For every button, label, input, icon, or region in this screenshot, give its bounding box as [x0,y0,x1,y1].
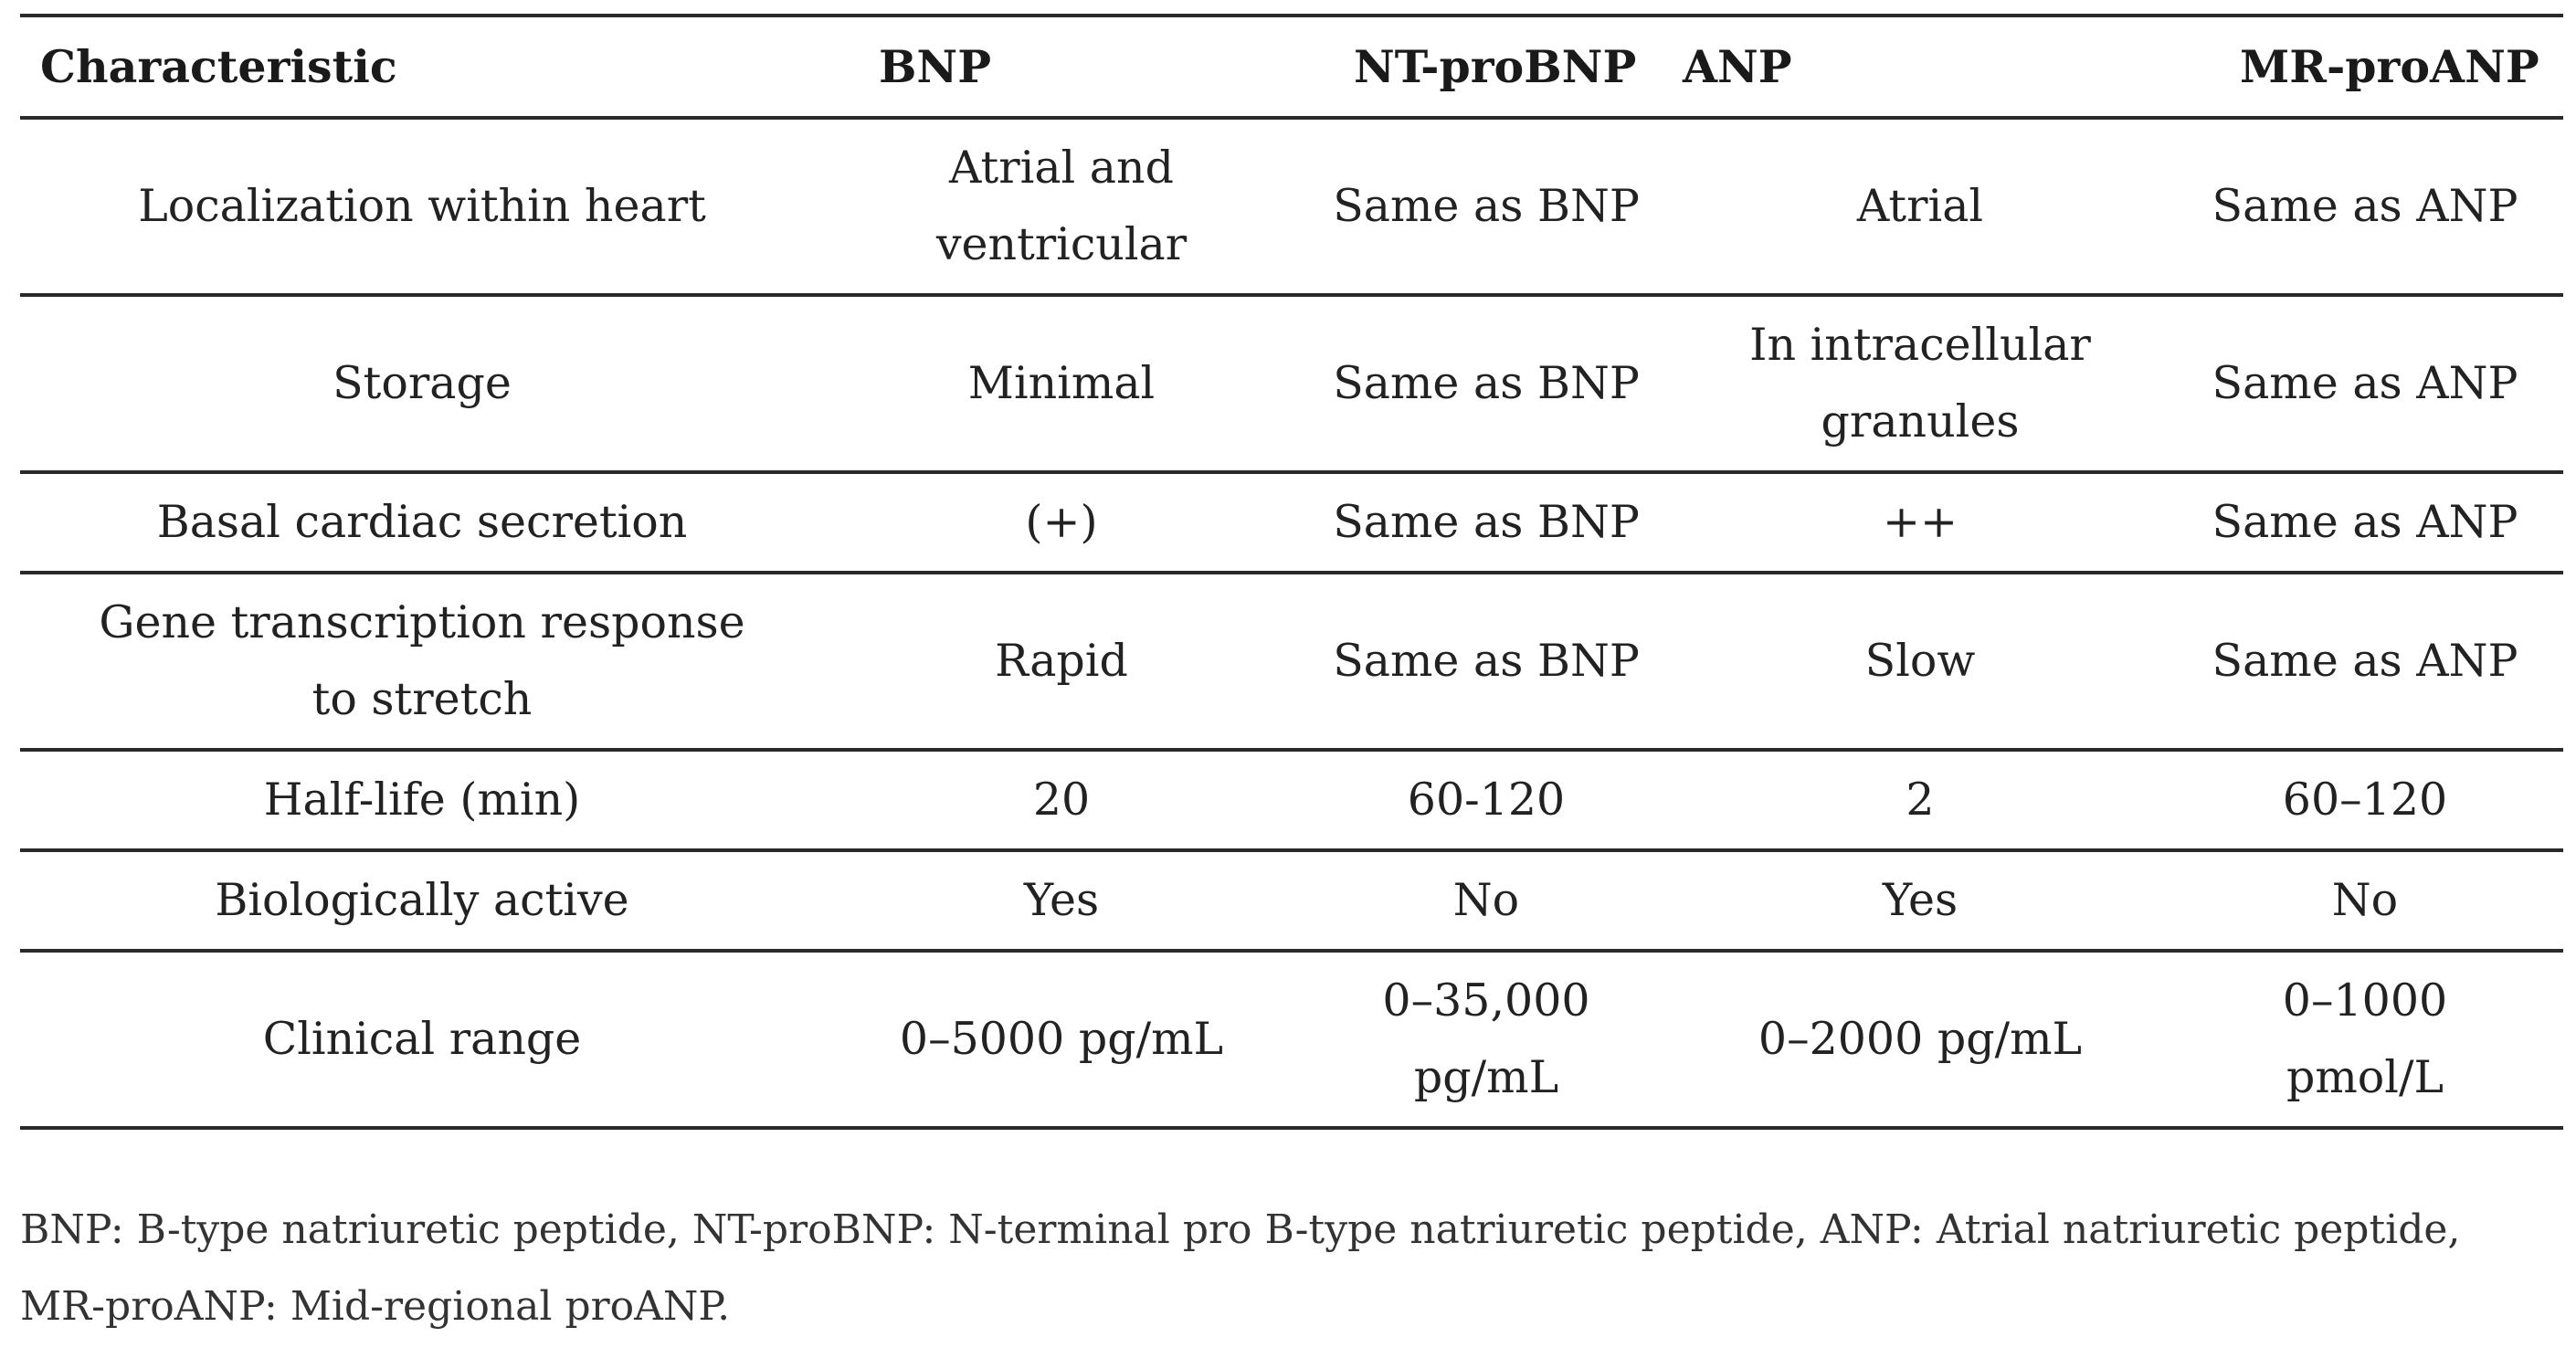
cell-bnp [824,295,1299,472]
table-header [20,16,2563,118]
cell-nt-probnp [1299,750,1673,850]
header-characteristic: Characteristic [40,40,397,93]
cell-text: Same as ANP [2212,496,2518,548]
table-row [20,295,2563,472]
comparison-table-container [20,14,2563,1130]
cell-text: Minimal [967,357,1156,409]
cell-text: Biologically active [215,874,629,926]
table-row [20,472,2563,573]
cell-text: Half-life (min) [263,774,581,826]
cell-mr-proanp [2167,573,2563,750]
cell-text: Same as BNP [1333,496,1640,548]
cell-anp [1673,472,2167,573]
cell-bnp [824,750,1299,850]
cell-text: Rapid [995,635,1128,687]
row-label-storage [20,295,824,472]
cell-mr-proanp [2167,118,2563,295]
cell-text: Localization within heart [138,180,706,232]
cell-text: Atrial and ventricular [935,142,1188,270]
row-label-basal-secretion [20,472,824,573]
cell-text: Yes [1882,874,1958,926]
cell-text: Gene transcription response to stretch [99,596,745,725]
cell-text: 60-120 [1407,774,1566,826]
row-label-biologically-active [20,850,824,951]
cell-nt-probnp [1299,118,1673,295]
cell-anp [1673,850,2167,951]
cell-bnp [824,118,1299,295]
cell-text: Yes [1023,874,1100,926]
cell-bnp [824,472,1299,573]
cell-nt-probnp [1299,573,1673,750]
table-row [20,951,2563,1128]
cell-text: Atrial [1856,180,1984,232]
cell-text: 20 [1032,774,1091,826]
cell-nt-probnp [1299,295,1673,472]
cell-nt-probnp [1299,472,1673,573]
cell-text: 0–2000 pg/mL [1758,1013,2083,1065]
header-bnp: BNP [879,40,992,93]
cell-bnp [824,573,1299,750]
cell-mr-proanp [2167,472,2563,573]
cell-text: ++ [1882,496,1958,548]
table-row [20,750,2563,850]
table-footnote: BNP: B-type natriuretic peptide, NT-proBNP: N-terminal pro B-type natriuretic peptide, ANP: Atrial natriuretic peptide, MR-proANP: Mid-regional proANP. [20,1206,2461,1330]
cell-text: No [2331,874,2399,926]
cell-text: 0–1000 pmol/L [2282,974,2448,1103]
cell-mr-proanp [2167,850,2563,951]
cell-text: In intracellular granules [1749,319,2091,448]
cell-text: Same as BNP [1333,180,1640,232]
row-label-half-life [20,750,824,850]
cell-mr-proanp [2167,750,2563,850]
header-anp: ANP [1683,40,1792,93]
cell-text: (+) [1025,496,1098,548]
table-row [20,850,2563,951]
cell-text: Basal cardiac secretion [156,496,688,548]
cell-text: 60–120 [2282,774,2448,826]
cell-mr-proanp [2167,951,2563,1128]
cell-nt-probnp [1299,951,1673,1128]
cell-anp [1673,295,2167,472]
cell-text: Same as ANP [2212,180,2518,232]
cell-text: No [1452,874,1520,926]
cell-anp [1673,118,2167,295]
cell-text: 2 [1906,774,1935,826]
cell-text: Same as ANP [2212,357,2518,409]
cell-bnp [824,951,1299,1128]
cell-bnp [824,850,1299,951]
header-mr-proanp: MR-proANP [2240,40,2539,93]
header-row [20,16,2563,118]
cell-text: Storage [333,357,512,409]
cell-anp [1673,750,2167,850]
cell-anp [1673,951,2167,1128]
cell-anp [1673,573,2167,750]
table-body [20,118,2563,1128]
cell-nt-probnp [1299,850,1673,951]
row-label-gene-transcription [20,573,824,750]
header-nt-probnp: NT-proBNP [1354,40,1637,93]
cell-text: Same as BNP [1333,357,1640,409]
cell-text: Same as BNP [1333,635,1640,687]
table-row [20,573,2563,750]
cell-text: 0–5000 pg/mL [899,1013,1224,1065]
row-label-clinical-range [20,951,824,1128]
cell-text: 0–35,000 pg/mL [1382,974,1590,1103]
row-label-localization [20,118,824,295]
cell-text: Slow [1864,635,1976,687]
cell-text: Same as ANP [2212,635,2518,687]
natriuretic-peptide-comparison-table [20,14,2563,1130]
cell-mr-proanp [2167,295,2563,472]
cell-text: Clinical range [262,1013,582,1065]
table-row [20,118,2563,295]
